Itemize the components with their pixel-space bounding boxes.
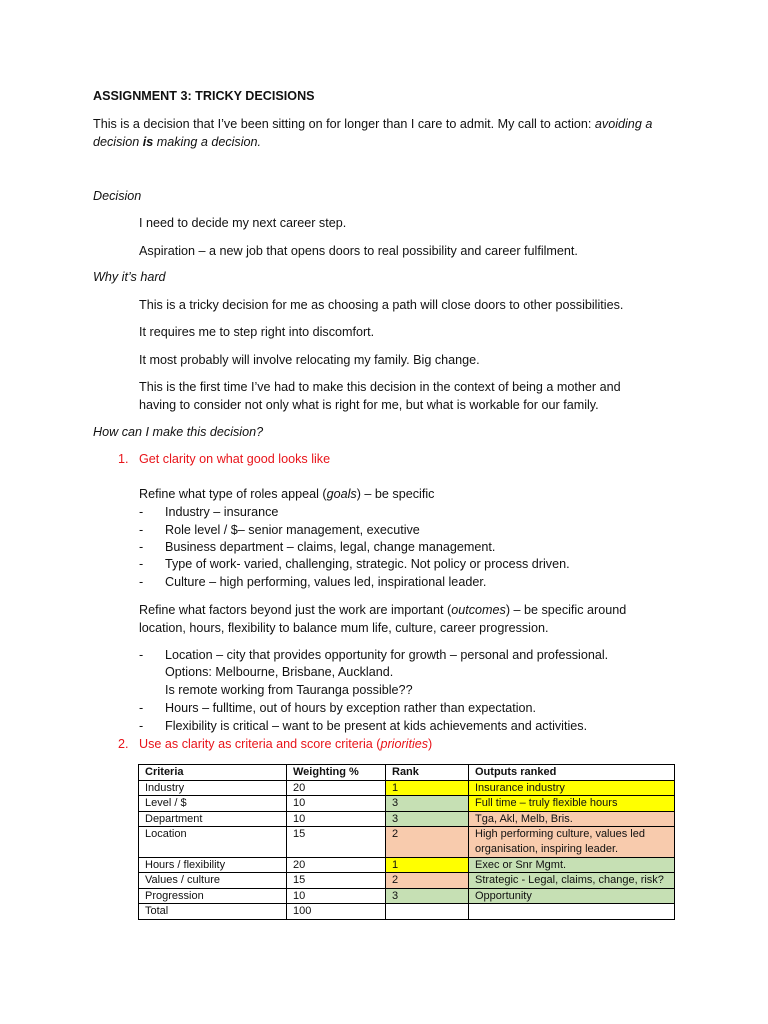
goal-bullet-text: Industry – insurance [165,505,279,519]
cell-weight: 10 [287,888,386,904]
cell-weight: 15 [287,873,386,889]
table-header-row [139,765,675,781]
goals-intro-em: goals [326,487,357,501]
goals-intro-a: Refine what type of roles appeal ( [139,487,327,501]
step-2-number: 2. [118,737,129,751]
outcomes-line-1 [139,602,626,620]
outcomes-line-2: location, hours, flexibility to balance mum life, culture, career progression. [139,621,549,635]
bullet-dash: - [139,523,144,537]
cell-output: Opportunity [469,888,675,904]
goal-bullet-text: Role level / $– senior management, executive [165,523,420,537]
header-criteria: Criteria [139,765,287,781]
intro-emphasis-2: decision [93,135,143,149]
goals-intro-b: ) – be specific [356,487,435,501]
table-row [139,888,675,904]
outcomes-line-1-em: outcomes [451,603,506,617]
goal-bullet-text: Culture – high performing, values led, inspirational leader. [165,575,487,589]
cell-rank: 1 [386,857,469,873]
outcome-bullet-text: Location – city that provides opportunity for growth – personal and professional. [165,648,609,662]
cell-output: High performing culture, values led organisation, inspiring leader. [469,827,675,857]
step-2-text-em: priorities [380,737,429,751]
intro-strong: is [142,135,154,149]
intro-line-1 [93,116,652,134]
cell-criteria: Industry [139,780,287,796]
assignment-title: ASSIGNMENT 3: TRICKY DECISIONS [93,89,315,103]
table-row [139,857,675,873]
cell-rank: 1 [386,780,469,796]
cell-output: Full time – truly flexible hours [469,796,675,812]
step-1-number: 1. [118,452,129,466]
cell-empty [386,904,469,920]
why-line-1: This is a tricky decision for me as choosing a path will close doors to other possibilities. [139,298,624,312]
cell-rank: 2 [386,873,469,889]
bullet-dash: - [139,648,144,662]
cell-rank: 3 [386,796,469,812]
cell-output: Exec or Snr Mgmt. [469,857,675,873]
cell-output: Tga, Akl, Melb, Bris. [469,811,675,827]
goal-bullet-text: Business department – claims, legal, change management. [165,540,496,554]
outcome-bullet-text: Options: Melbourne, Brisbane, Auckland. [165,665,394,679]
decision-heading: Decision [93,189,142,203]
intro-emphasis-3: making a decision. [153,135,262,149]
why-line-2: It requires me to step right into discomfort. [139,325,375,339]
table-row [139,796,675,812]
cell-weight: 10 [287,796,386,812]
cell-criteria: Location [139,827,287,857]
intro-text: This is a decision that I’ve been sitting on for longer than I care to admit. My call to action: [93,117,595,131]
header-outputs: Outputs ranked [469,765,675,781]
why-line-4: This is the first time I’ve had to make this decision in the context of being a mother and [139,380,621,394]
cell-weight: 10 [287,811,386,827]
bullet-dash: - [139,575,144,589]
header-rank: Rank [386,765,469,781]
cell-criteria: Progression [139,888,287,904]
cell-empty [469,904,675,920]
table-row [139,827,675,857]
goal-bullet-text: Type of work- varied, challenging, strategic. Not policy or process driven. [165,557,570,571]
cell-output: Strategic - Legal, claims, change, risk? [469,873,675,889]
cell-criteria: Department [139,811,287,827]
cell-weight: 20 [287,780,386,796]
step-2-text-main: Use as clarity as criteria and score criteria ( [139,737,381,751]
cell-rank: 2 [386,827,469,857]
cell-total-value: 100 [287,904,386,920]
bullet-dash: - [139,540,144,554]
how-heading: How can I make this decision? [93,425,264,439]
cell-criteria: Level / $ [139,796,287,812]
outcomes-line-1-a: Refine what factors beyond just the work are important ( [139,603,452,617]
cell-weight: 20 [287,857,386,873]
cell-criteria: Values / culture [139,873,287,889]
header-weighting: Weighting % [287,765,386,781]
cell-total-label: Total [139,904,287,920]
cell-weight: 15 [287,827,386,857]
table-total-row [139,904,675,920]
cell-rank: 3 [386,888,469,904]
outcome-bullet-text: Is remote working from Tauranga possible?? [165,683,413,697]
intro-line-2 [93,134,261,152]
outcome-bullet-text: Hours – fulltime, out of hours by exception rather than expectation. [165,701,537,715]
table-row [139,873,675,889]
outcomes-line-1-b: ) – be specific around [505,603,627,617]
decision-line-1: I need to decide my next career step. [139,216,347,230]
criteria-table [138,764,675,920]
cell-rank: 3 [386,811,469,827]
outcome-bullet-text: Flexibility is critical – want to be present at kids achievements and activities. [165,719,588,733]
table-row [139,811,675,827]
step-2-text [139,736,432,754]
intro-emphasis-1: avoiding a [594,117,653,131]
bullet-dash: - [139,557,144,571]
step-1-text: Get clarity on what good looks like [139,452,331,466]
decision-line-2: Aspiration – a new job that opens doors to real possibility and career fulfilment. [139,244,578,258]
why-heading: Why it’s hard [93,270,166,284]
bullet-dash: - [139,505,144,519]
table-row [139,780,675,796]
goals-intro [139,486,434,504]
why-line-3: It most probably will involve relocating my family. Big change. [139,353,480,367]
cell-criteria: Hours / flexibility [139,857,287,873]
step-2-text-end: ) [428,737,433,751]
bullet-dash: - [139,701,144,715]
why-line-5: having to consider not only what is right for me, but what is workable for our family. [139,398,599,412]
bullet-dash: - [139,719,144,733]
cell-output: Insurance industry [469,780,675,796]
